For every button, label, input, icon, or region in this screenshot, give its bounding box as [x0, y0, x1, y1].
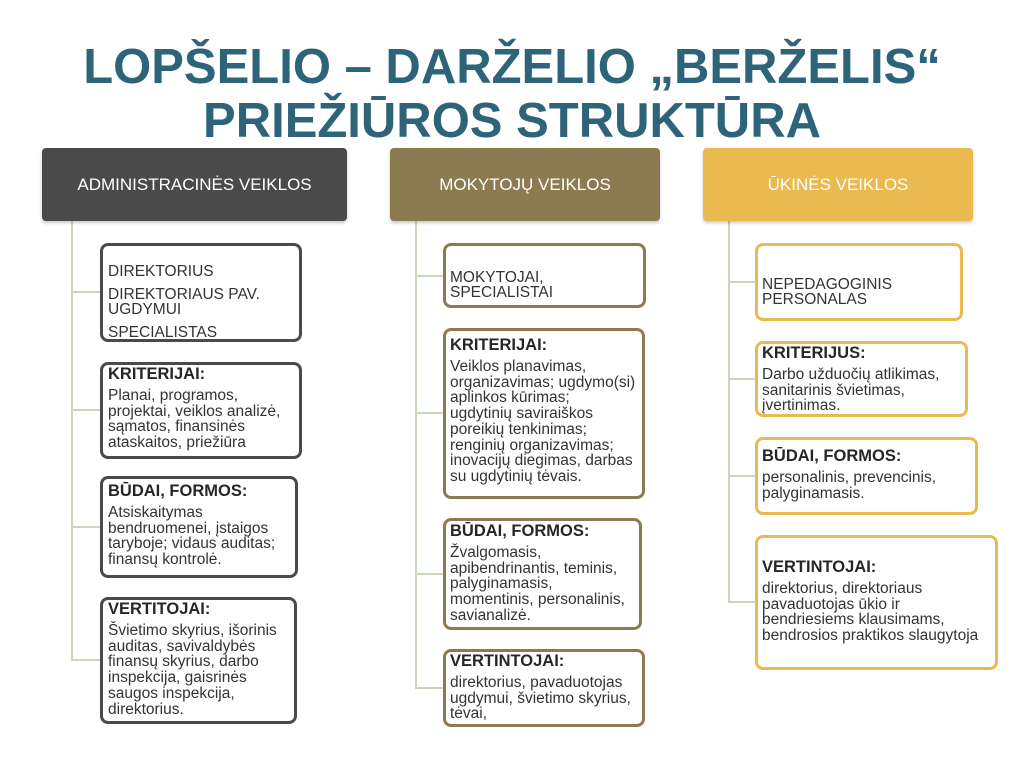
- methods-heading: BŪDAI, FORMOS:: [762, 447, 902, 465]
- connector-horizontal: [415, 573, 444, 575]
- methods-heading: BŪDAI, FORMOS:: [450, 522, 590, 540]
- page-title: [0, 40, 1024, 148]
- methods-text: personalinis, prevencinis, palyginamasis.: [762, 469, 937, 502]
- evaluators-text: direktorius, direktoriaus pavaduotojas ūkio ir bendriesiems klausimams, bendrosios praktikos slaugytoja: [762, 580, 979, 645]
- role-item: NEPEDAGOGINIS PERSONALAS: [762, 276, 893, 308]
- connector-vertical-maintenance: [728, 221, 730, 603]
- administrative-criteria-box: [100, 362, 302, 459]
- evaluators-text: direktorius, pavaduotojas ugdymui, švietimo skyrius, tėvai,: [450, 674, 631, 723]
- role-item: DIREKTORIAUS PAV. UGDYMUI: [108, 286, 260, 318]
- connector-horizontal: [728, 281, 756, 283]
- methods-heading: BŪDAI, FORMOS:: [108, 482, 248, 500]
- criteria-text: Planai, programos, projektai, veiklos analizė, sąmatos, finansinės ataskaitos, priežiūra: [108, 387, 281, 452]
- teachers-evaluators-box: [443, 649, 645, 727]
- header-maintenance: ŪKINĖS VEIKLOS: [703, 148, 973, 221]
- teachers-methods-box: [443, 518, 642, 630]
- header-administrative: ADMINISTRACINĖS VEIKLOS: [42, 148, 347, 221]
- evaluators-text: Švietimo skyrius, išorinis auditas, savivaldybės finansų skyrius, darbo inspekcija, gaisrinės saugos inspekcija, direktorius.: [108, 622, 277, 718]
- evaluators-heading: VERTITOJAI:: [108, 600, 211, 618]
- administrative-roles-box: [100, 243, 302, 342]
- page-title-line-1: LOPŠELIO – DARŽELIO „BERŽELIS“: [83, 40, 941, 94]
- methods-text: Žvalgomasis, apibendrinantis, teminis, palyginamasis, momentinis, personalinis, savianalizė.: [450, 544, 625, 624]
- role-item: SPECIALISTAS: [108, 324, 218, 341]
- header-teachers: MOKYTOJŲ VEIKLOS: [390, 148, 660, 221]
- connector-horizontal: [415, 412, 444, 414]
- role-item: DIREKTORIUS: [108, 263, 214, 280]
- connector-horizontal: [71, 291, 101, 293]
- evaluators-heading: VERTINTOJAI:: [450, 652, 565, 670]
- connector-horizontal: [71, 526, 101, 528]
- criteria-heading: KRITERIJAI:: [108, 365, 206, 383]
- maintenance-evaluators-box: [755, 535, 998, 670]
- connector-vertical-teachers: [415, 221, 417, 689]
- connector-horizontal: [415, 275, 444, 277]
- administrative-evaluators-box: [100, 597, 297, 724]
- criteria-heading: KRITERIJUS:: [762, 344, 866, 362]
- administrative-methods-box: [100, 476, 298, 578]
- connector-vertical-administrative: [71, 221, 73, 661]
- teachers-roles-box: [443, 243, 646, 308]
- criteria-heading: KRITERIJAI:: [450, 336, 548, 354]
- connector-horizontal: [728, 475, 756, 477]
- maintenance-roles-box: [755, 243, 963, 321]
- connector-horizontal: [728, 378, 756, 380]
- maintenance-criteria-box: [755, 341, 968, 417]
- connector-horizontal: [71, 409, 101, 411]
- connector-horizontal: [71, 659, 101, 661]
- page-title-line-2: PRIEŽIŪROS STRUKTŪRA: [203, 94, 821, 148]
- criteria-text: Veiklos planavimas, organizavimas; ugdymo(si) aplinkos kūrimas; ugdytinių saviraiškos poreikių tenkinimas; renginių organizavimas; inovacijų diegimas, darbas su ugdytinių tėvais.: [450, 358, 636, 485]
- teachers-criteria-box: [443, 328, 645, 499]
- connector-horizontal: [728, 601, 756, 603]
- connector-horizontal: [415, 687, 444, 689]
- criteria-text: Darbo užduočių atlikimas, sanitarinis švietimas, įvertinimas.: [762, 366, 940, 415]
- evaluators-heading: VERTINTOJAI:: [762, 558, 877, 576]
- role-item: MOKYTOJAI, SPECIALISTAI: [450, 269, 554, 301]
- maintenance-methods-box: [755, 437, 978, 515]
- methods-text: Atsiskaitymas bendruomenei, įstaigos taryboje; vidaus auditas; finansų kontrolė.: [108, 504, 276, 569]
